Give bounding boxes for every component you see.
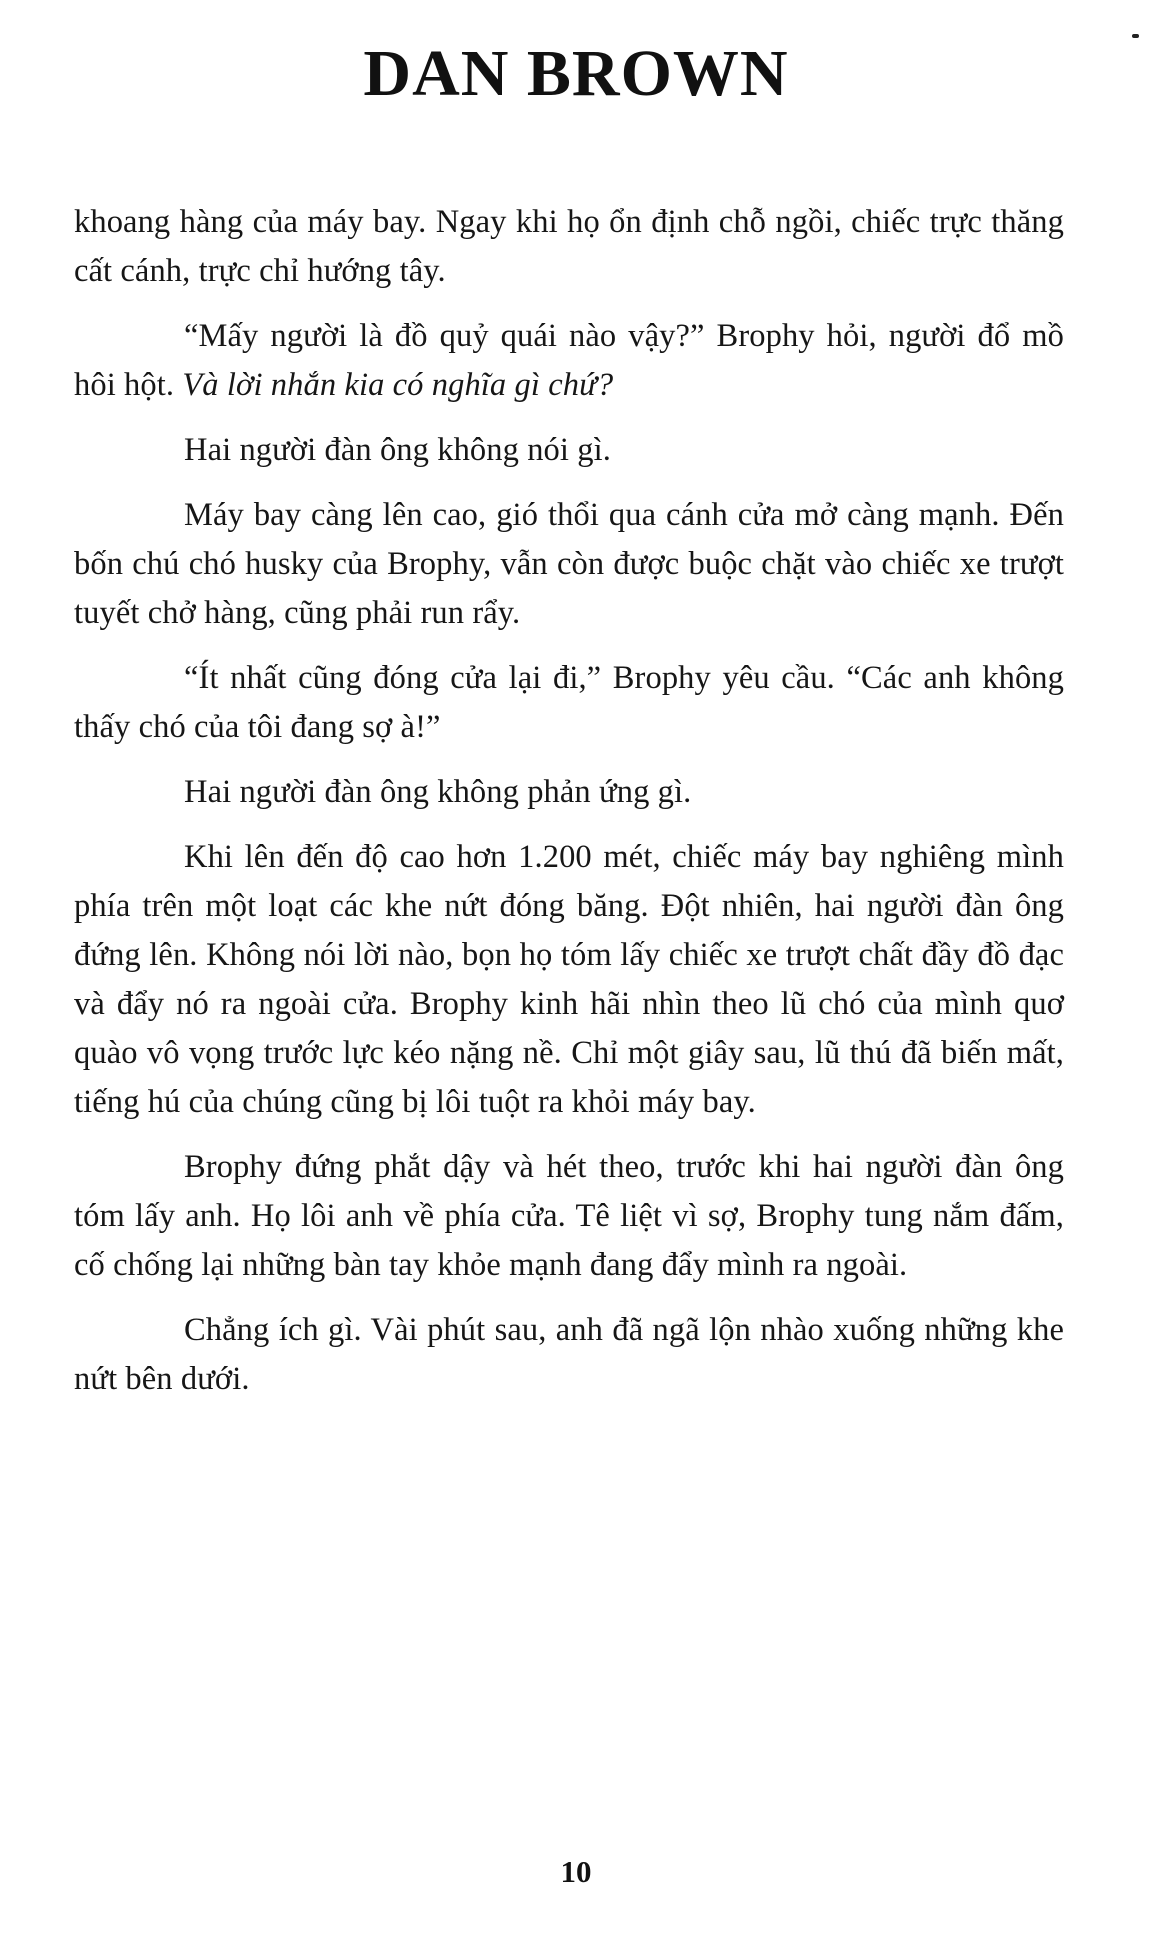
paragraph-4 <box>74 491 1064 638</box>
paragraph-6 <box>74 768 1064 817</box>
paragraph-6-text: Hai người đàn ông không phản ứng gì. <box>184 774 692 810</box>
paragraph-2-italic-thought: Và lời nhắn kia có nghĩa gì chứ? <box>182 367 614 403</box>
paragraph-2 <box>74 312 1064 410</box>
running-header-author: DAN BROWN <box>363 37 789 110</box>
paragraph-2-text: “Mấy người là đồ quỷ quái nào vậy?” Brophy hỏi, người đổ mồ hôi hột. <box>74 318 1064 403</box>
paragraph-3 <box>74 426 1064 475</box>
paragraph-7 <box>74 833 1064 1127</box>
paragraph-1-text: khoang hàng của máy bay. Ngay khi họ ổn định chỗ ngồi, chiếc trực thăng cất cánh, trực chỉ hướng tây. <box>74 204 1064 289</box>
paragraph-9 <box>74 1306 1064 1404</box>
paragraph-9-text: Chẳng ích gì. Vài phút sau, anh đã ngã lộn nhào xuống những khe nứt bên dưới. <box>74 1312 1064 1397</box>
page-number: 10 <box>560 1854 592 1889</box>
paragraph-3-text: Hai người đàn ông không nói gì. <box>184 432 611 468</box>
paragraph-1 <box>74 198 1064 296</box>
paragraph-4-text: Máy bay càng lên cao, gió thổi qua cánh cửa mở càng mạnh. Đến bốn chú chó husky của Brophy, vẫn còn được buộc chặt vào chiếc xe trượt tuyết chở hàng, cũng phải run rẩy. <box>74 497 1064 631</box>
paragraph-5-text: “Ít nhất cũng đóng cửa lại đi,” Brophy yêu cầu. “Các anh không thấy chó của tôi đang sợ à!” <box>74 660 1064 745</box>
body-text <box>74 198 1064 1420</box>
paragraph-8-text: Brophy đứng phắt dậy và hét theo, trước khi hai người đàn ông tóm lấy anh. Họ lôi anh về phía cửa. Tê liệt vì sợ, Brophy tung nắm đấm, cố chống lại những bàn tay khỏe mạnh đang đẩy mình ra ngoài. <box>74 1149 1064 1283</box>
paragraph-5 <box>74 654 1064 752</box>
paragraph-7-text: Khi lên đến độ cao hơn 1.200 mét, chiếc máy bay nghiêng mình phía trên một loạt các khe nứt đóng băng. Đột nhiên, hai người đàn ông đứng lên. Không nói lời nào, bọn họ tóm lấy chiếc xe trượt chất đầy đồ đạc và đẩy nó ra ngoài cửa. Brophy kinh hãi nhìn theo lũ chó của mình quơ quào vô vọng trước lực kéo nặng nề. Chỉ một giây sau, lũ thú đã biến mất, tiếng hú của chúng cũng bị lôi tuột ra khỏi máy bay. <box>74 839 1064 1120</box>
paragraph-8 <box>74 1143 1064 1290</box>
